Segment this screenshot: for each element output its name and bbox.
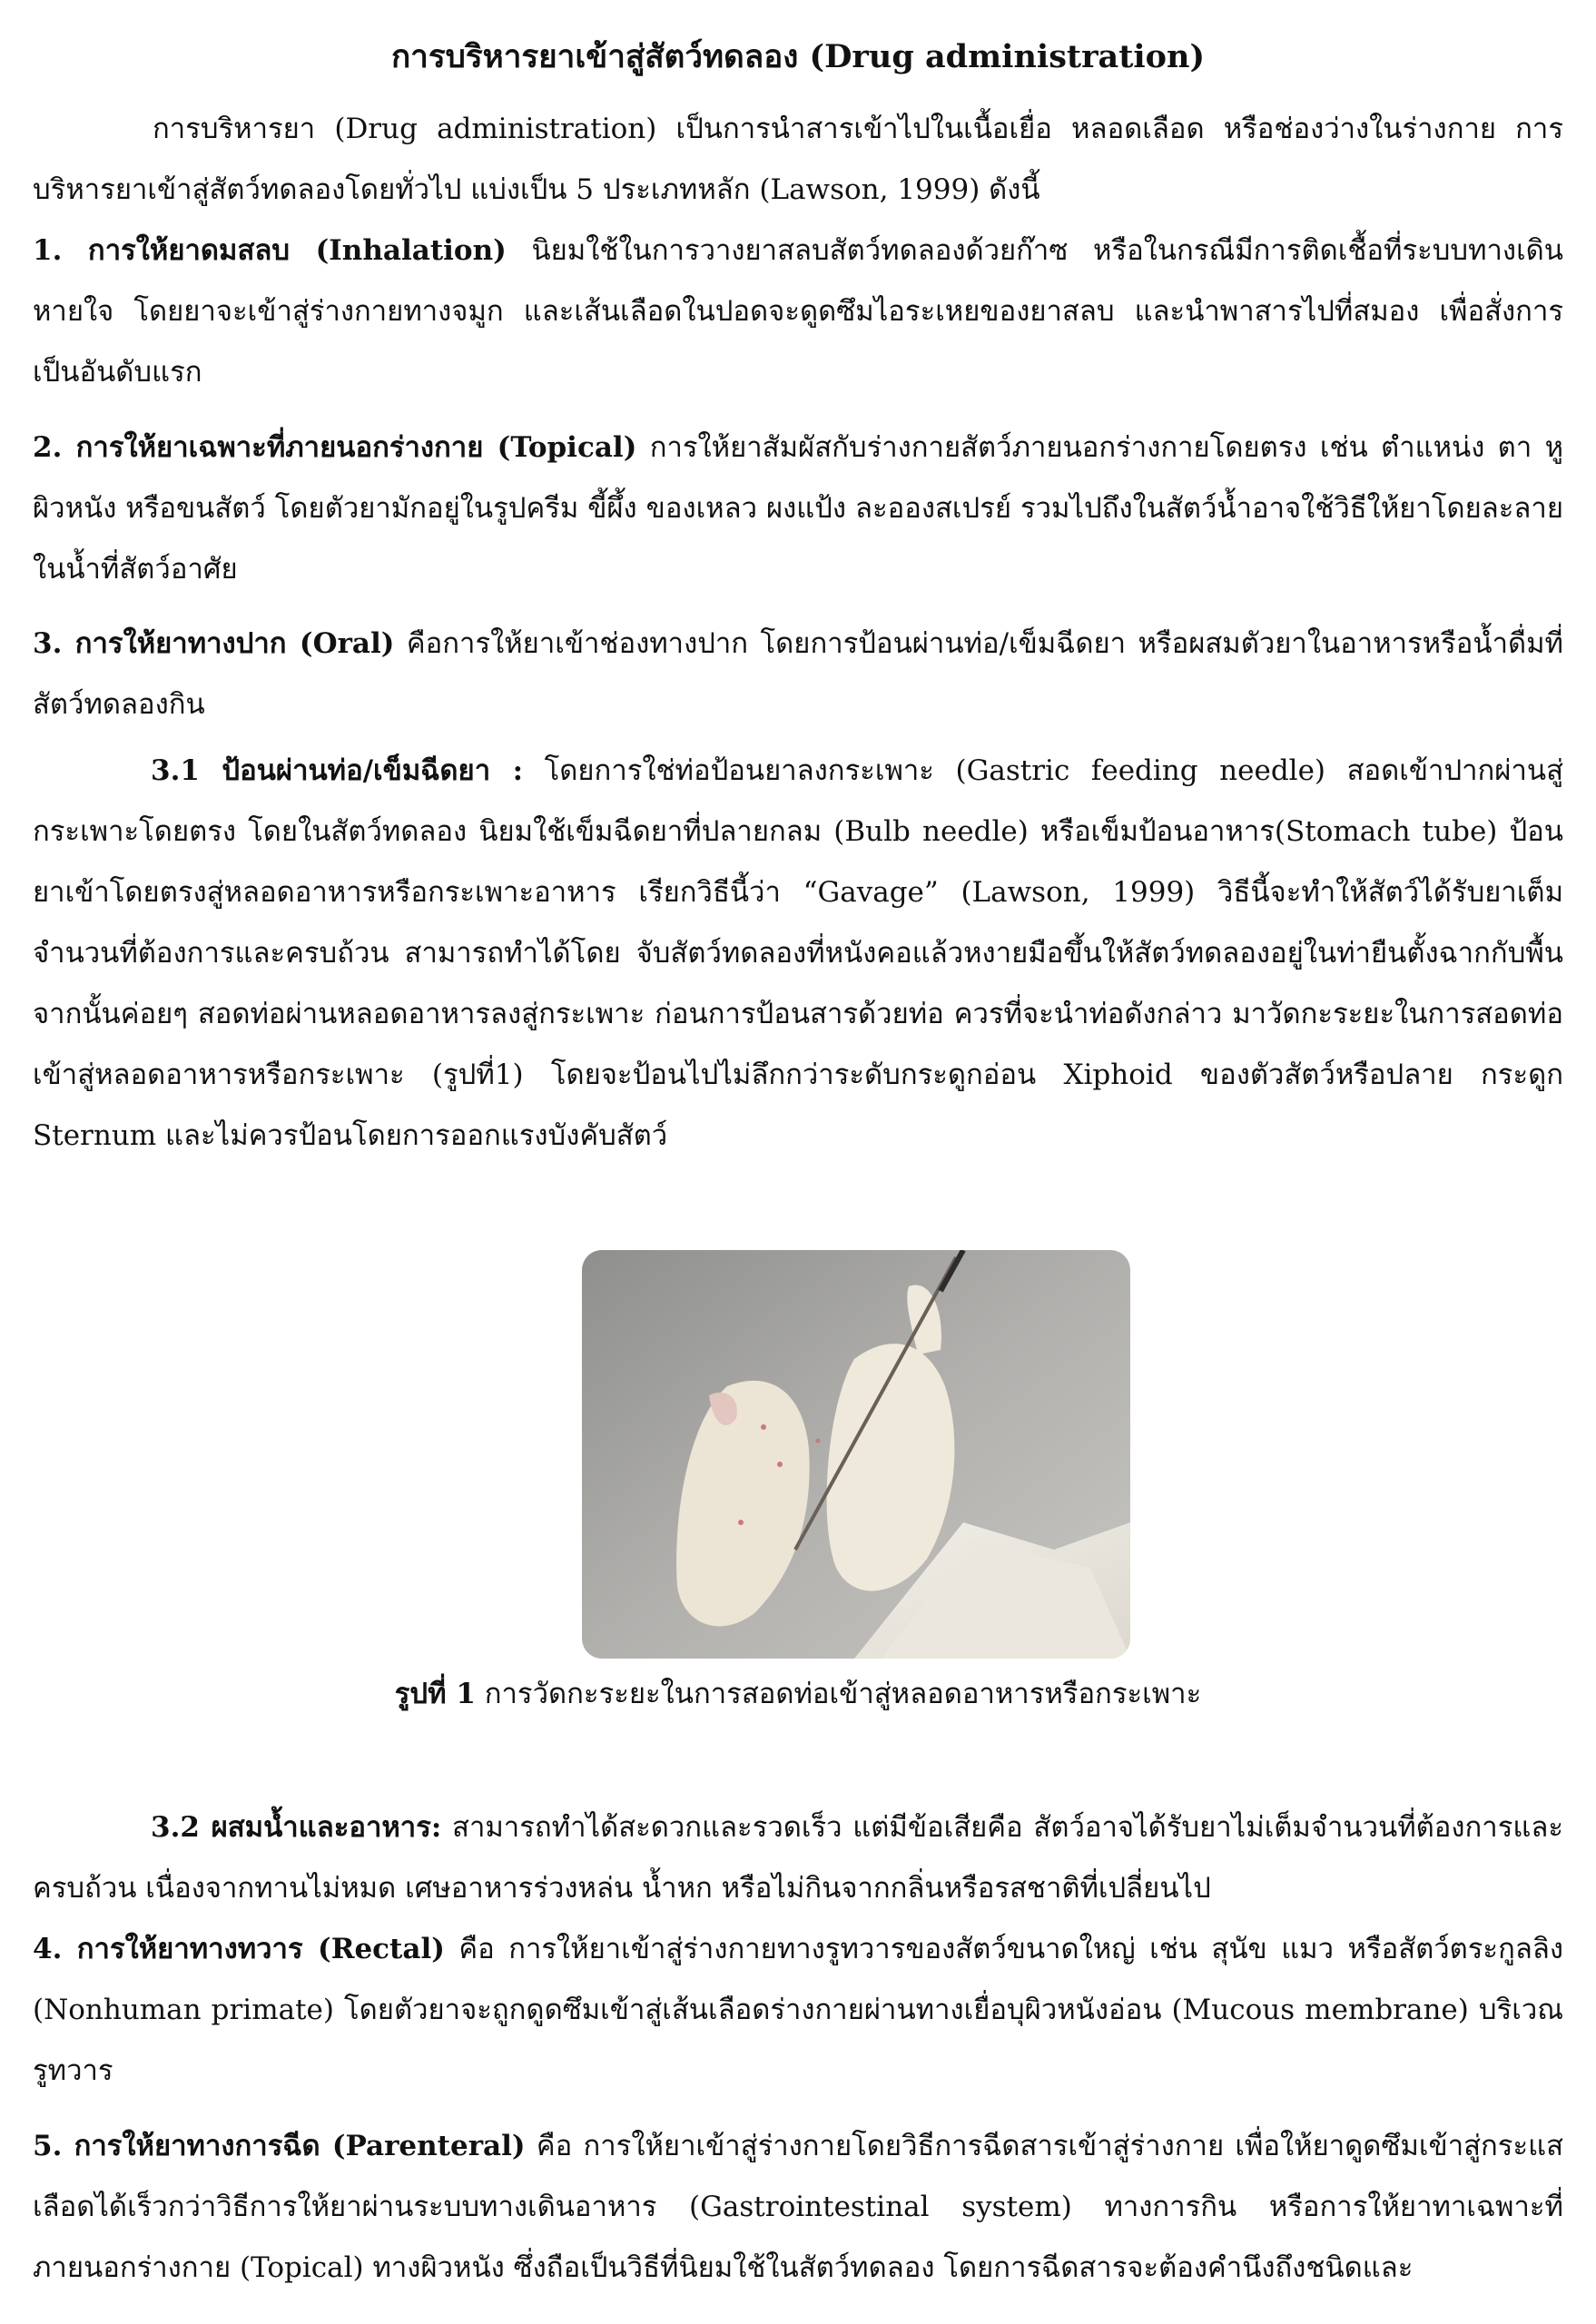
section-body: นิยมใช้ในการวางยาสลบสัตว์ทดลองด้วยก๊าซ หรือในกรณีมีการติดเชื้อที่ระบบทางเดินหายใจ โดยยาจะเข้าสู่ร่างกายทางจมูก และเส้นเลือดในปอดจะดูดซึมไอระเหยของยาสลบ และนำพาสารไปที่สมอง เพื่อสั่งการเป็นอันดับแรก <box>33 234 1563 389</box>
figure-caption-text: การวัดกะระยะในการสอดท่อเข้าสู่หลอดอาหารหรือกระเพาะ <box>475 1678 1202 1710</box>
section-heading: 2. การให้ยาเฉพาะที่ภายนอกร่างกาย (Topical) <box>33 431 637 464</box>
section-body: คือ การให้ยาเข้าสู่ร่างกายโดยวิธีการฉีดสารเข้าสู่ร่างกาย เพื่อให้ยาดูดซึมเข้าสู่กระแสเลือดได้เร็วกว่าวิธีการให้ยาผ่านระบบทางเดินอาหาร (Gastrointestinal system) ทางการกิน หรือการให้ยาทาเฉพาะที่ภายนอกร่างกาย (Topical) ทางผิวหนัง ซึ่งถือเป็นวิธีที่นิยมใช้ในสัตว์ทดลอง โดยการฉีดสารจะต้องคำนึงถึงชนิดและ <box>33 2130 1564 2284</box>
subsection-gavage <box>33 741 1563 1167</box>
section-body: คือ การให้ยาเข้าสู่ร่างกายทางรูทวารของสัตว์ขนาดใหญ่ เช่น สุนัข แมว หรือสัตว์ตระกูลลิง (Nonhuman primate) โดยตัวยาจะถูกดูดซึมเข้าสู่เส้นเลือดร่างกายผ่านทางเยื่อบุผิวหนังอ่อน (Mucous membrane) บริเวณรูทวาร <box>33 1933 1563 2087</box>
section-rectal <box>33 1919 1563 2102</box>
section-oral <box>33 614 1563 735</box>
intro-paragraph: การบริหารยา (Drug administration) เป็นการนำสารเข้าไปในเนื้อเยื่อ หลอดเลือด หรือช่องว่างในร่างกาย การบริหารยาเข้าสู่สัตว์ทดลองโดยทั่วไป แบ่งเป็น 5 ประเภทหลัก (Lawson, 1999) ดังนี้ <box>33 113 1563 206</box>
section-parenteral <box>33 2116 1563 2299</box>
gavage-photo-illustration <box>582 1250 1130 1659</box>
section-body: สามารถทำได้สะดวกและรวดเร็ว แต่มีข้อเสียคือ สัตว์อาจได้รับยาไม่เต็มจำนวนที่ต้องการและครบถ้วน เนื่องจากทานไม่หมด เศษอาหารร่วงหล่น น้ำหก หรือไม่กินจากกลิ่นหรือรสชาติที่เปลี่ยนไป <box>33 1811 1563 1905</box>
subsection-food-water <box>33 1797 1563 1919</box>
section-inhalation <box>33 221 1563 403</box>
section-heading: 1. การให้ยาดมสลบ (Inhalation) <box>33 234 507 267</box>
figure-label: รูปที่ 1 <box>394 1678 476 1710</box>
section-heading: 3. การให้ยาทางปาก (Oral) <box>33 627 395 660</box>
section-heading: 4. การให้ยาทางทวาร (Rectal) <box>33 1933 445 1965</box>
section-heading: 5. การให้ยาทางการฉีด (Parenteral) <box>33 2130 526 2162</box>
section-topical <box>33 418 1563 600</box>
section-body: คือการให้ยาเข้าช่องทางปาก โดยการป้อนผ่านท่อ/เข็มฉีดยา หรือผสมตัวยาในอาหารหรือน้ำดื่มที่สัตว์ทดลองกิน <box>33 627 1563 721</box>
section-body: โดยการใช่ท่อป้อนยาลงกระเพาะ (Gastric feeding needle) สอดเข้าปากผ่านสู่กระเพาะโดยตรง โดยในสัตว์ทดลอง นิยมใช้เข็มฉีดยาที่ปลายกลม (Bulb needle) หรือเข็มป้อนอาหาร(Stomach tube) ป้อนยาเข้าโดยตรงสู่หลอดอาหารหรือกระเพาะอาหาร เรียกวิธีนี้ว่า “Gavage” (Lawson, 1999) วิธีนี้จะทำให้สัตว์ได้รับยาเต็มจำนวนที่ต้องการและครบถ้วน สามารถทำได้โดย จับสัตว์ทดลองที่หนังคอแล้วหงายมือขึ้นให้สัตว์ทดลองอยู่ในท่ายืนตั้งฉากกับพื้น จากนั้นค่อยๆ สอดท่อผ่านหลอดอาหารลงสู่กระเพาะ ก่อนการป้อนสารด้วยท่อ ควรที่จะนำท่อดังกล่าว มาวัดกะระยะในการสอดท่อเข้าสู่หลอดอาหารหรือกระเพาะ (รูปที่1) โดยจะป้อนไปไม่ลึกกว่าระดับกระดูกอ่อน Xiphoid ของตัวสัตว์หรือปลาย กระดูก Sternum และไม่ควรป้อนโดยการออกแรงบังคับสัตว์ <box>33 754 1563 1152</box>
figure-caption <box>0 1665 1596 1723</box>
page-title: การบริหารยาเข้าสู่สัตว์ทดลอง (Drug administration) <box>390 38 1206 75</box>
section-body: การให้ยาสัมผัสกับร่างกายสัตว์ภายนอกร่างกายโดยตรง เช่น ตำแหน่ง ตา หู ผิวหนัง หรือขนสัตว์ โดยตัวยามักอยู่ในรูปครีม ขี้ผึ้ง ของเหลว ผงแป้ง ละอองสเปรย์ รวมไปถึงในสัตว์น้ำอาจใช้วิธีให้ยาโดยละลายในน้ำที่สัตว์อาศัย <box>33 431 1563 586</box>
figure-gavage-photo <box>582 1250 1130 1659</box>
section-heading: 3.1 ป้อนผ่านท่อ/เข็มฉีดยา : <box>151 754 524 787</box>
section-heading: 3.2 ผสมน้ำและอาหาร: <box>151 1811 442 1844</box>
